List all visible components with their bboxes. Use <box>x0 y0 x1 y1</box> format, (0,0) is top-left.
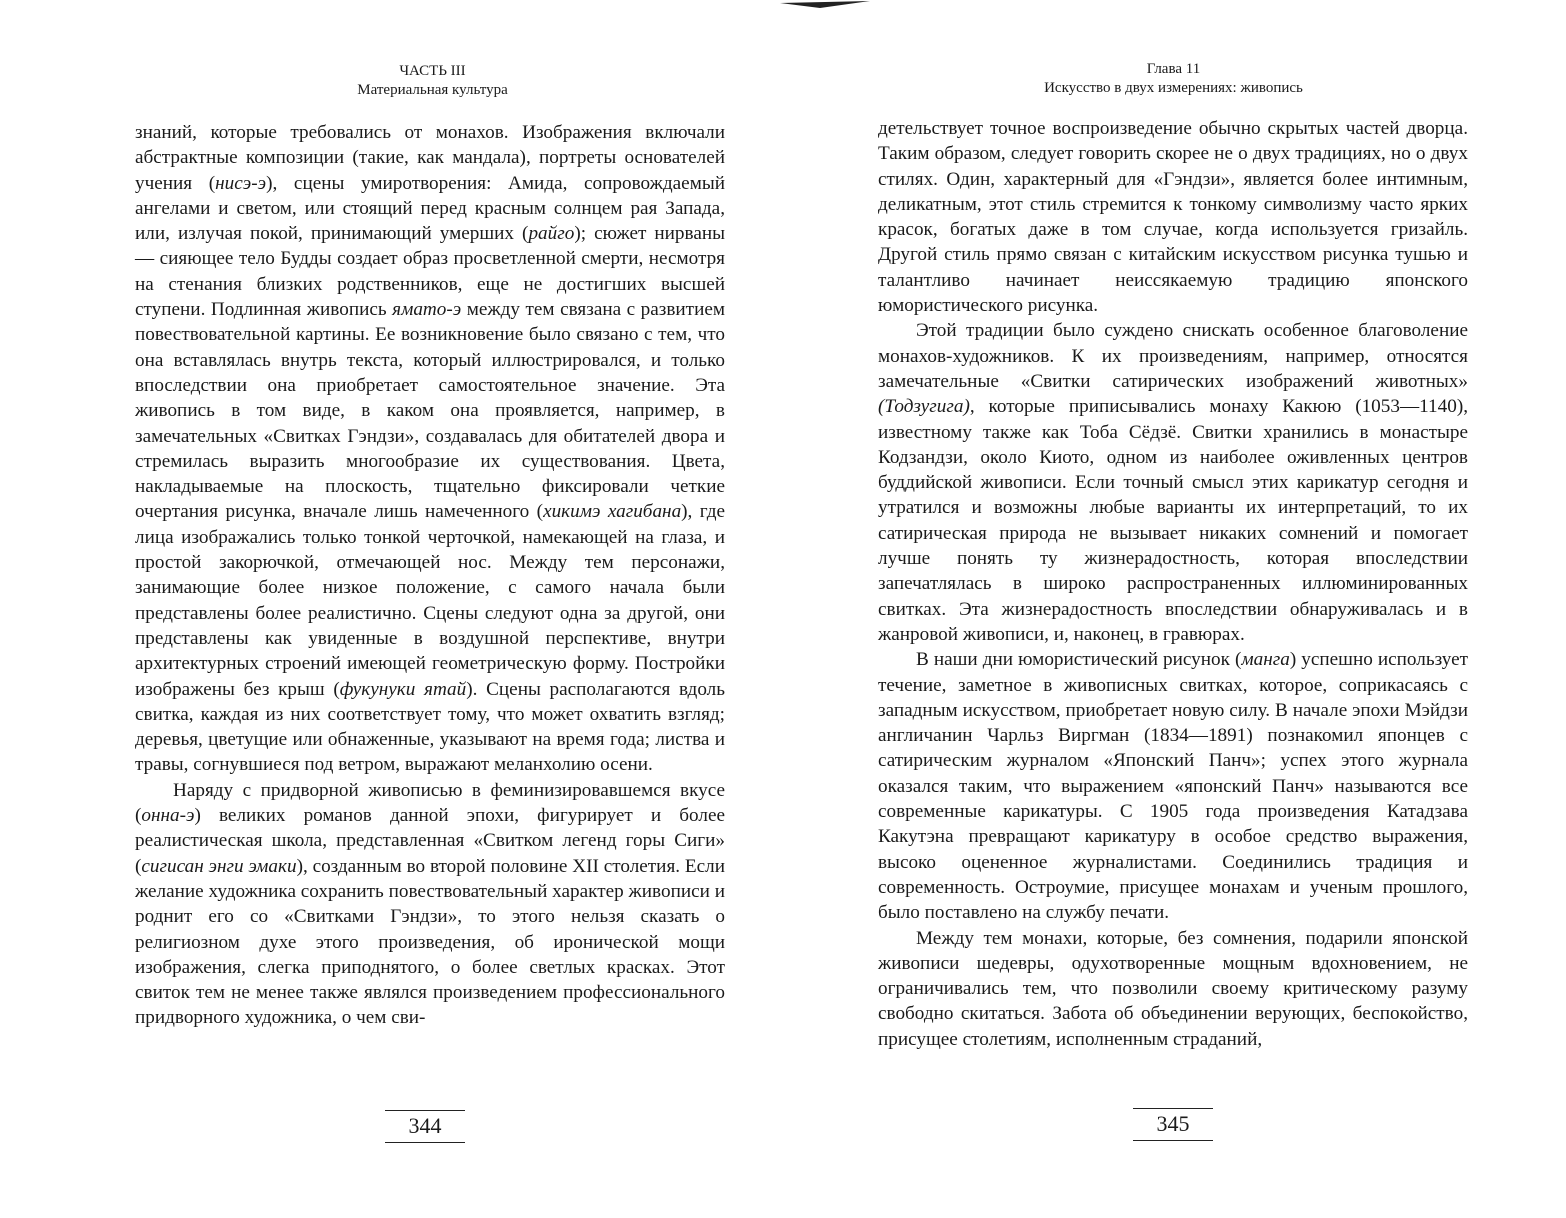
text-run: ). Сцены располагаются вдоль свитка, каждая из них соответствует тому, что может охватить взгляд; деревья, цветущие или обнаженные, указывают на время года; листва и травы, согнувшиеся под ветром, выражают меланхолию осени. <box>135 678 725 776</box>
text-run: , которые приписывались монаху Какюю (1053—1140), известному также как Тоба Сёдзё. Свитки хранились в монастыре Кодзандзи, около Киото, одном из наиболее оживленных центров буддийской живописи. Если точный смысл этих карикатур сегодня и утратился и возможны любые варианты их интерпретаций, то их сатирическая природа не вызывает никаких сомнений и помогает лучше понять ту жизнерадостность, которая впоследствии запечатлялась в широко распространенных иллюминированных свитках. Эта жизнерадостность впоследствии обнаруживалась и в жанровой живописи, и, наконец, в гравюрах. <box>878 396 1468 645</box>
paragraph <box>878 926 1468 1052</box>
left-body-text <box>135 120 725 1031</box>
page-number-left: 344 <box>385 1110 465 1143</box>
text-run: ); сюжет нирваны — сияющее тело Будды создает образ просветленной смерти, несмотря на стенания близких родственников, еще не достигших высшей ступени. Подлинная живопись <box>135 223 725 321</box>
text-run: знаний, которые требовались от монахов. Изображения включали абстрактные композиции (такие, как мандала), портреты основателей учения ( <box>135 122 725 194</box>
text-run: ), созданным во второй половине XII столетия. Если желание художника сохранить повествовательный характер живописи и роднит его со «Свитками Гэндзи», то этого нельзя сказать о религиозном духе этого произведения, об иронической мощи изображения, слегка приподнятого, о более светлых красках. Этот свиток тем не менее также являлся произведением профессионального придворного художника, о чем сви- <box>135 855 725 1029</box>
paragraph <box>878 318 1468 647</box>
running-head-left <box>135 62 730 100</box>
page-number-right: 345 <box>1133 1108 1213 1141</box>
paragraph <box>878 647 1468 925</box>
right-page <box>783 0 1566 1218</box>
running-head-right <box>876 60 1471 98</box>
text-run: ) великих романов данной эпохи, фигурирует и более реалистическая школа, представленная «Свитком легенд горы Сиги» ( <box>135 805 725 877</box>
italic-term: манга <box>1241 649 1290 671</box>
text-run: ), сцены умиротворения: Амида, сопровождаемый ангелами и светом, или стоящий перед красным солнцем рая Запада, или, излучая покой, принимающий умерших ( <box>135 172 725 245</box>
section-title: Материальная культура <box>357 82 508 98</box>
italic-term: хикимэ хагибана <box>543 501 682 523</box>
italic-term: онна-э <box>141 805 195 827</box>
italic-term: нисэ-э <box>215 172 267 194</box>
chapter-label: Глава 11 <box>1146 61 1201 77</box>
text-run: Этой традиции было суждено снискать особенное благоволение монахов-художников. К их произведениям, например, относятся замечательные «Свитки сатирических изображений животных» <box>878 320 1468 392</box>
italic-term: (Тодзугига) <box>878 396 970 418</box>
part-label: ЧАСТЬ III <box>399 63 466 79</box>
text-run: ) успешно использует течение, заметное в живописных свитках, которое, соприкасаясь с западным искусством, приобретает новую силу. В начале эпохи Мэйдзи англичанин Чарльз Виргман (1834—1891) познакомил японцев с сатирическим журналом «Японский Панч»; успех этого журнала оказался таким, что выражением «японский Панч» называются все современные карикатуры. С 1905 года произведения Катадзава Какутэна превращают карикатуру в особое средство выражения, высоко оцененное журналистами. Соединились традиция и современность. Остроумие, присущее монахам и ученым прошлого, было поставлено на службу печати. <box>878 649 1469 924</box>
text-run: Наряду с придворной живописью в феминизировавшемся вкусе ( <box>135 779 725 827</box>
text-run: детельствует точное воспроизведение обычно скрытых частей дворца. Таким образом, следует говорить скорее не о двух традициях, но о двух стилях. Один, характерный для «Гэндзи», является более интимным, деликатным, этот стиль стремится к тонкому символизму часто ярких красок, богатых даже в том случае, когда используется гризайль. Другой стиль прямо связан с китайским искусством рисунка тушью и талантливо начинает неиссякаемую традицию японского юмористического рисунка. <box>878 118 1468 317</box>
text-run: ), где лица изображались только тонкой черточкой, намекающей на глаза, и простой закорючкой, отмечающей нос. Между тем персонажи, занимающие более низкое положение, с самого начала были представлены более реалистично. Сцены следуют одна за другой, они представлены как увиденные в воздушной перспективе, внутри архитектурных строений имеющей геометрическую форму. Постройки изображены без крыш ( <box>135 501 725 700</box>
italic-term: сигисан энги эмаки <box>141 855 297 877</box>
italic-term: ямато-э <box>392 299 462 321</box>
text-run: между тем связана с развитием повествовательной картины. Ее возникновение было связано с тем, что она вставлялась внутрь текста, который иллюстрировался, и только впоследствии она приобретает самостоятельное значение. Эта живопись в том виде, в каком она проявляется, например, в замечательных «Свитках Гэндзи», создавалась для обитателей двора и стремилась выразить многообразие их существования. Цвета, накладываемые на плоскость, тщательно фиксировали четкие очертания рисунка, вначале лишь намеченного ( <box>135 299 725 523</box>
paragraph <box>878 116 1468 318</box>
text-run: В наши дни юмористический рисунок ( <box>916 649 1242 671</box>
chapter-title: Искусство в двух измерениях: живопись <box>1044 80 1303 96</box>
italic-term: райго <box>528 223 575 245</box>
paragraph <box>135 778 725 1031</box>
paragraph <box>135 120 725 778</box>
italic-term: фукунуки ятай <box>339 678 467 700</box>
text-run: Между тем монахи, которые, без сомнения, подарили японской живописи шедевры, одухотворенные мощным вдохновением, не ограничивались тем, что позволили своему критическому разуму свободно скитаться. Забота об объединении верующих, беспокойство, присущее столетиям, исполненным страданий, <box>878 927 1468 1050</box>
right-body-text <box>878 116 1468 1052</box>
